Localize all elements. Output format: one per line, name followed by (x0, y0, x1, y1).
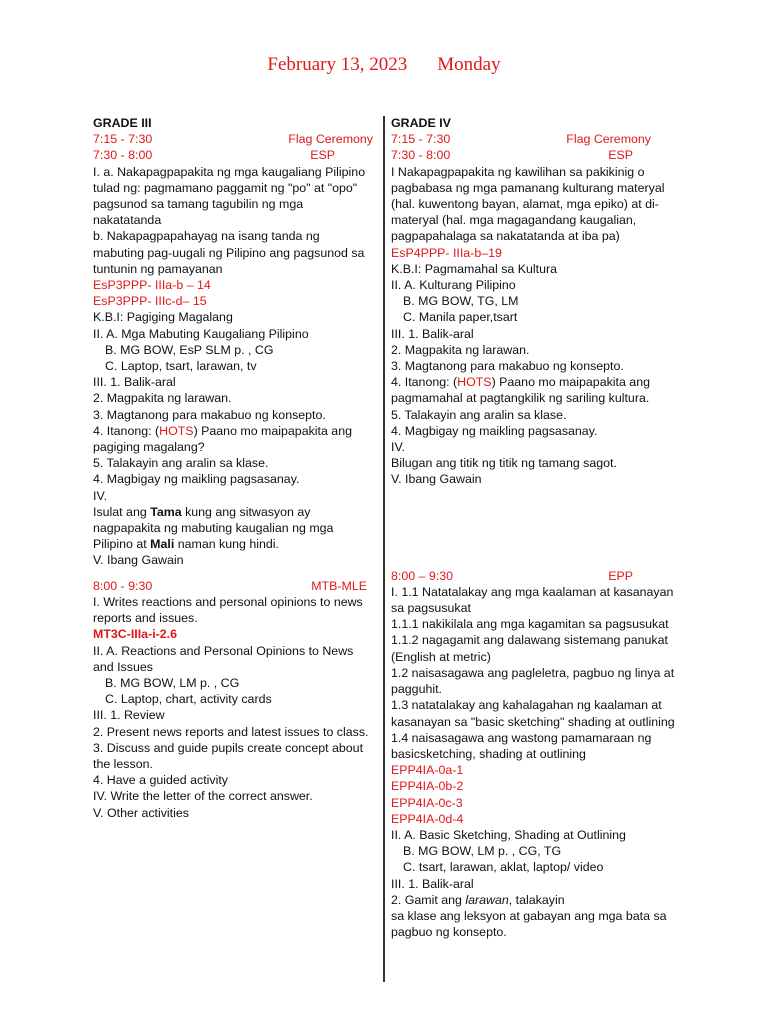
grade-iv-column (391, 115, 681, 940)
procedure-step: III. 1. Review (93, 708, 165, 723)
slot-subject: MTB-MLE (311, 578, 367, 593)
column-divider (383, 116, 385, 982)
objective: I. 1.1 Natatalakay ang mga kaalaman at kasanayan sa pagsusukat (391, 584, 674, 616)
evaluation-heading: IV. (93, 488, 108, 503)
procedure-step: III. 1. Balik-aral (391, 326, 474, 341)
procedure-step: 5. Talakayin ang aralin sa klase. (93, 456, 269, 471)
procedure-step: 4. Magbigay ng maikling pagsasanay. (93, 472, 300, 487)
eval-part: naman kung hindi. (174, 537, 279, 552)
content-topic: II. A. Basic Sketching, Shading at Outlining (391, 827, 626, 842)
materials-line: C. Manila paper,tsart (403, 310, 518, 325)
step-text: , talakayin (508, 892, 565, 907)
mali-word: Mali (150, 537, 175, 552)
time-slot (93, 578, 373, 594)
materials-line: C. tsart, larawan, aklat, laptop/ video (403, 860, 604, 875)
date-text: February 13, 2023 (267, 54, 408, 75)
competency-code: EPP4IA-0a-1 (391, 763, 464, 778)
objective: 1.3 natatalakay ang kahalagahan ng kaalaman at kasanayan sa "basic sketching" shading at outlining (391, 698, 675, 729)
objective: 1.1.1 nakikilala ang mga kagamitan sa pagsusukat (391, 617, 669, 632)
objective: I Nakapagpapakita ng kawilihan sa pakikinig o pagbabasa ng mga pamanang kulturang materyal (hal. kuwentong bayan, alamat, mga epiko) at di-materyal (hal. mga magagandang kaugalian, pagpapahalaga sa nakatatanda at iba pa) (391, 164, 665, 244)
slot-time: 8:00 – 9:30 (391, 568, 454, 583)
procedure-step: 3. Magtanong para makabuo ng konsepto. (391, 359, 624, 374)
slot-time: 7:30 - 8:00 (391, 148, 451, 163)
materials-line: C. Laptop, chart, activity cards (105, 692, 272, 707)
slot-subject: Flag Ceremony (566, 132, 651, 147)
time-slot (93, 131, 373, 147)
hots-label: HOTS (457, 375, 492, 390)
grade-heading: GRADE IV (391, 116, 451, 130)
materials-line: C. Laptop, tsart, larawan, tv (105, 359, 257, 374)
step-text: ) Paano mo maipapakita ang pagmamahal at pagtangkilik ng sariling kultura. (391, 375, 650, 406)
competency-code: EPP4IA-0c-3 (391, 795, 463, 810)
materials-line: B. MG BOW, LM p. , CG (105, 675, 240, 690)
step-text: 4. Itanong: ( (391, 375, 458, 390)
hots-label: HOTS (159, 423, 194, 438)
procedure-step: III. 1. Balik-aral (93, 375, 176, 390)
procedure-step: 2. Present news reports and latest issues to class. (93, 724, 369, 739)
spacer (93, 569, 373, 578)
procedure-step: 5. Talakayin ang aralin sa klase. (391, 407, 567, 422)
time-slot (391, 147, 681, 163)
evaluation-text: IV. Write the letter of the correct answer. (93, 789, 313, 804)
kbi-text: K.B.I: Pagmamahal sa Kultura (391, 261, 557, 276)
assignment-line: V. Other activities (93, 805, 189, 820)
evaluation-text: Bilugan ang titik ng titik ng tamang sagot. (391, 456, 617, 471)
objective: I. Writes reactions and personal opinions to news reports and issues. (93, 594, 363, 626)
time-slot (93, 147, 373, 163)
content-topic: II. A. Kulturang Pilipino (391, 278, 516, 293)
competency-code: EsP3PPP- IIIa-b – 14 (93, 278, 211, 293)
day-text: Monday (437, 54, 501, 75)
time-slot (391, 568, 681, 584)
slot-subject: Flag Ceremony (288, 132, 373, 147)
objective: 1.2 naisasagawa ang pagleletra, pagbuo ng linya at pagguhit. (391, 665, 675, 697)
procedure-step: 4. Magbigay ng maikling pagsasanay. (391, 423, 598, 438)
larawan-word: larawan (465, 892, 509, 907)
evaluation-heading: IV. (391, 440, 406, 455)
assignment-line: V. Ibang Gawain (391, 472, 482, 487)
slot-time: 8:00 - 9:30 (93, 578, 153, 593)
objective: 1.4 naisasagawa ang wastong pamamaraan ng basicsketching, shading at outlining (391, 730, 652, 761)
slot-time: 7:15 - 7:30 (391, 132, 451, 147)
grade-iii-column (93, 115, 373, 821)
procedure-step: 2. Magpakita ng larawan. (93, 391, 232, 406)
procedure-step: III. 1. Balik-aral (391, 876, 474, 891)
materials-line: B. MG BOW, LM p. , CG, TG (403, 844, 562, 859)
procedure-step (93, 423, 373, 455)
evaluation-text (93, 504, 373, 553)
procedure-step (391, 892, 681, 908)
eval-part: Isulat ang (93, 504, 151, 519)
slot-subject: ESP (608, 148, 633, 163)
procedure-step: sa klase ang leksyon at gabayan ang mga bata sa pagbuo ng konsepto. (391, 908, 667, 940)
content-topic: II. A. Reactions and Personal Opinions to News and Issues (93, 643, 354, 674)
objective: 1.1.2 nagagamit ang dalawang sistemang panukat (English at metric) (391, 633, 668, 664)
slot-subject: ESP (310, 148, 335, 163)
procedure-step: 3. Magtanong para makabuo ng konsepto. (93, 407, 326, 422)
procedure-step: 2. Magpakita ng larawan. (391, 342, 530, 357)
competency-code: EPP4IA-0b-2 (391, 779, 464, 794)
content-topic: II. A. Mga Mabuting Kaugaliang Pilipino (93, 326, 309, 341)
materials-line: B. MG BOW, EsP SLM p. , CG (105, 342, 274, 357)
objective-a: I. a. Nakapagpapakita ng mga kaugaliang Pilipino tulad ng: pagmamano paggamit ng "po" at "opo" pagsunod sa tamang tagubilin ng mga nakatatanda (93, 164, 366, 228)
competency-code: MT3C-IIIa-i-2.6 (93, 627, 177, 642)
spacer (391, 488, 681, 568)
procedure-step (391, 374, 681, 406)
competency-code: EsP4PPP- IIIa-b–19 (391, 245, 502, 260)
competency-code: EsP3PPP- IIIc-d– 15 (93, 294, 207, 309)
grade-heading: GRADE III (93, 116, 152, 130)
competency-code: EPP4IA-0d-4 (391, 811, 464, 826)
tama-word: Tama (150, 504, 182, 519)
assignment-line: V. Ibang Gawain (93, 553, 184, 568)
procedure-step: 3. Discuss and guide pupils create concept about the lesson. (93, 740, 364, 771)
time-slot (391, 131, 681, 147)
procedure-step: 4. Have a guided activity (93, 773, 228, 788)
page-header (0, 54, 768, 76)
slot-time: 7:15 - 7:30 (93, 132, 153, 147)
objective-b: b. Nakapagpapahayag na isang tanda ng mabuting pag-uugali ng Pilipino ang pagsunod sa tuntunin ng pamayanan (93, 229, 365, 276)
kbi-text: K.B.I: Pagiging Magalang (93, 310, 233, 325)
slot-subject: EPP (608, 568, 633, 583)
step-text: ) Paano mo maipapakita ang pagiging magalang? (93, 423, 352, 455)
slot-time: 7:30 - 8:00 (93, 148, 153, 163)
eval-part: kung ang sitwasyon ay nagpapakita ng mabuting kaugalian ng mga Pilipino at (93, 504, 334, 552)
step-text: 4. Itanong: ( (93, 423, 160, 438)
materials-line: B. MG BOW, TG, LM (403, 294, 519, 309)
step-text: 2. Gamit ang (391, 892, 466, 907)
